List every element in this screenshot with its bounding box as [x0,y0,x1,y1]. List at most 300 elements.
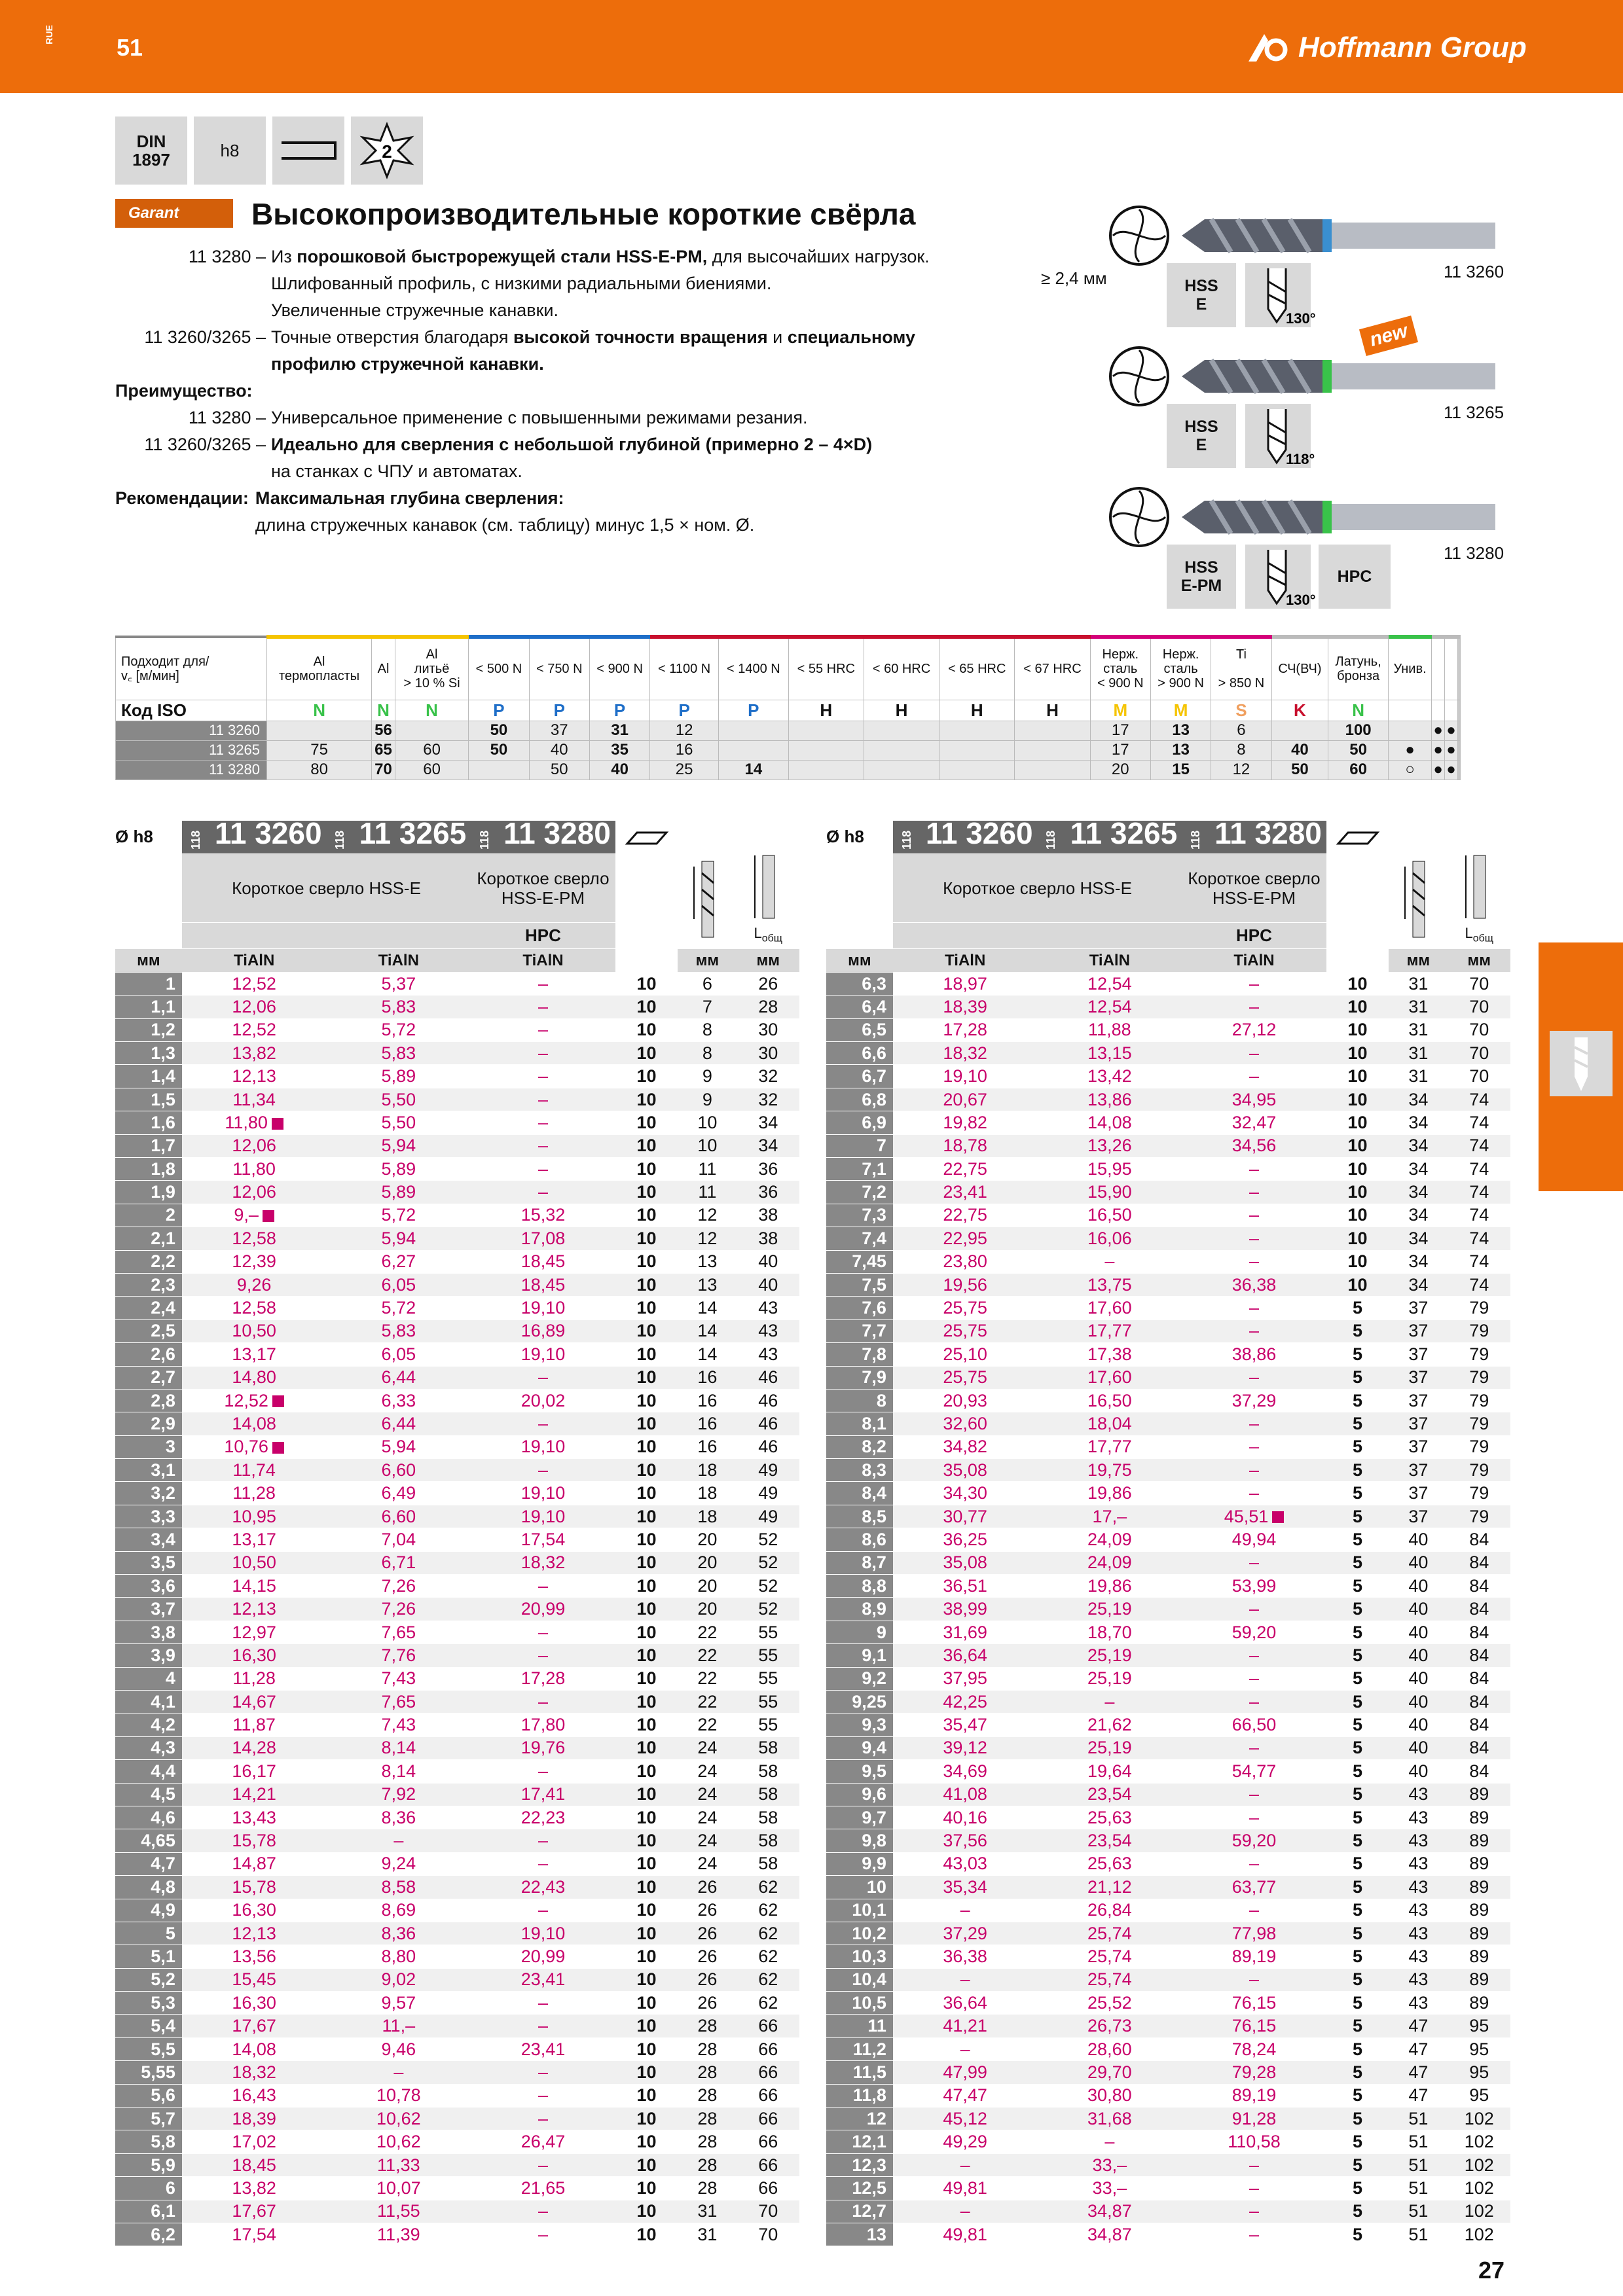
length-cell: 30 [737,1018,799,1041]
price-cell: 17,54 [471,1528,615,1551]
diameter-cell: 8,2 [826,1435,893,1458]
length-cell: 31 [1389,996,1448,1018]
price-cell: 5,83 [327,996,471,1018]
price-cell: 6,05 [327,1343,471,1366]
pack-qty-cell: 10 [615,1018,678,1041]
pack-qty-cell: 5 [1326,1505,1389,1528]
price-cell: – [1182,1667,1326,1690]
blank-cell [893,922,1182,948]
length-cell: 55 [737,1621,799,1643]
length-cell: 34 [1389,1088,1448,1111]
price-cell: 8,36 [327,1806,471,1829]
table-row [115,1482,799,1505]
cutting-speed-cell: 15 [1150,760,1211,780]
price-cell: – [1182,1297,1326,1319]
table-row [115,1899,799,1922]
table-row [826,1111,1510,1134]
pack-qty-cell: 5 [1326,2177,1389,2200]
length-cell: 32 [737,1088,799,1111]
price-cell: 18,39 [182,2108,327,2130]
coating-label: TiAlN [893,948,1038,972]
price-cell: 18,70 [1038,1621,1182,1643]
pack-qty-cell: 10 [615,2061,678,2084]
length-cell: 34 [737,1134,799,1157]
length-cell: 70 [1448,1042,1510,1065]
length-cell: 43 [737,1343,799,1366]
length-cell: 20 [678,1528,737,1551]
table-row [826,1621,1510,1643]
cutting-speed-cell: 100 [1328,721,1389,740]
cutting-speed-cell: 50 [1328,740,1389,760]
price-cell: 9,46 [327,2037,471,2060]
length-cell: 37 [1389,1343,1448,1366]
table-row [826,1528,1510,1551]
price-cell: 13,15 [1038,1042,1182,1065]
length-cell: 28 [678,2153,737,2176]
length-cell: 84 [1448,1667,1510,1690]
price-cell: 5,89 [327,1158,471,1181]
diameter-cell: 2,4 [115,1297,182,1319]
product-description [115,243,979,539]
diameter-cell: 6,2 [115,2223,182,2246]
price-cell: – [471,1088,615,1111]
cutting-speed-cell [395,721,468,740]
pack-qty-cell: 10 [615,1852,678,1875]
pack-qty-cell: 5 [1326,1528,1389,1551]
price-cell: 17,80 [471,1713,615,1736]
pack-qty-cell: 5 [1326,2084,1389,2107]
length-cell: 8 [678,1042,737,1065]
length-cell: 55 [737,1713,799,1736]
price-cell: 12,52 [182,1018,327,1041]
table-row [826,1018,1510,1041]
length-cell: 26 [678,1968,737,1991]
pack-qty-cell: 10 [615,1088,678,1111]
new-badge: new [1359,315,1418,356]
length-cell: 34 [1389,1227,1448,1250]
length-cell: 43 [1389,1992,1448,2015]
length-cell: 26 [678,1992,737,2015]
table-row [826,1598,1510,1621]
length-cell: 30 [737,1042,799,1065]
pack-qty-cell: 10 [615,1736,678,1759]
pack-qty-cell: 5 [1326,1389,1389,1412]
diameter-cell: 1,4 [115,1065,182,1088]
length-cell: 95 [1448,2037,1510,2060]
price-cell: 19,10 [471,1435,615,1458]
cutting-speed-cell: 65 [372,740,395,760]
price-cell: 13,56 [182,1945,327,1968]
table-row [826,1389,1510,1412]
material-column-header: < 1100 N [650,637,719,700]
price-cell: – [1182,1783,1326,1806]
diameter-cell: 6,1 [115,2200,182,2223]
length-cell: 10 [678,1134,737,1157]
length-cell: 84 [1448,1736,1510,1759]
price-cell: 26,47 [471,2130,615,2153]
price-cell: 5,94 [327,1435,471,1458]
diameter-cell: 1 [115,972,182,995]
length-cell: 79 [1448,1343,1510,1366]
pack-qty-cell: 10 [615,972,678,995]
diameter-cell: 3,3 [115,1505,182,1528]
pack-qty-cell: 5 [1326,1319,1389,1342]
price-cell: 20,99 [471,1945,615,1968]
material-column-header: < 60 HRC [864,637,939,700]
pack-qty-cell: 5 [1326,1876,1389,1899]
length-cell: 34 [1389,1250,1448,1273]
diameter-cell: 2,8 [115,1389,182,1412]
garant-brand-badge [115,199,233,228]
length-cell: 47 [1389,2061,1448,2084]
material-column-header: < 1400 N [719,637,789,700]
price-cell: 35,08 [893,1459,1038,1482]
table-row [826,972,1510,995]
table-row [826,1158,1510,1181]
cutting-speed-cell: 6 [1211,721,1271,740]
diameter-cell: 5,55 [115,2061,182,2084]
length-cell: 49 [737,1505,799,1528]
length-cell: 13 [678,1250,737,1273]
length-cell: 24 [678,1806,737,1829]
material-row-code: 11 3260 [116,721,267,740]
price-cell: – [1182,1736,1326,1759]
pack-qty-cell: 10 [1326,1227,1389,1250]
price-cell: – [1182,2223,1326,2246]
iso-code: P [650,700,719,721]
unit-label: мм [115,948,182,972]
diameter-cell: 8,5 [826,1505,893,1528]
price-cell: – [893,2153,1038,2176]
pack-qty-cell: 10 [1326,1181,1389,1204]
price-cell: 16,17 [182,1760,327,1783]
cutting-speed-cell: 16 [650,740,719,760]
drill-image [1106,203,1506,268]
length-cell: 34 [737,1111,799,1134]
price-cell: 23,41 [471,2037,615,2060]
length-cell: 70 [1448,972,1510,995]
price-cell: 76,15 [1182,1992,1326,2015]
length-cell: 84 [1448,1621,1510,1643]
description-key: 11 3260/3265 – [144,435,266,454]
price-cell: 13,82 [182,1042,327,1065]
price-cell: 12,52 [182,1389,327,1412]
diameter-cell: 2 [115,1204,182,1227]
cutting-speed-cell [1459,721,1460,740]
price-cell: 11,28 [182,1482,327,1505]
table-row [826,1876,1510,1899]
price-cell: 17,77 [1038,1435,1182,1458]
table-row [115,1922,799,1945]
price-cell: – [471,2015,615,2037]
cutting-speed-cell: 60 [395,740,468,760]
price-cell: 34,82 [893,1435,1038,1458]
length-cell: 12 [678,1204,737,1227]
diameter-cell: 5,6 [115,2084,182,2107]
price-cell: 36,38 [1182,1273,1326,1296]
table-row [115,1250,799,1273]
diameter-cell: 1,6 [115,1111,182,1134]
cutting-speed-cell: ● [1432,740,1445,760]
pack-qty-cell: 10 [615,2153,678,2176]
diameter-cell: 6,3 [826,972,893,995]
unit-label: мм [678,948,737,972]
diameter-note: ≥ 2,4 мм [1041,268,1107,288]
price-cell: 40,16 [893,1806,1038,1829]
material-row-code: 11 3280 [116,760,267,780]
length-cell: 43 [737,1297,799,1319]
price-cell: – [1182,1158,1326,1181]
pack-qty-cell: 5 [1326,1621,1389,1643]
price-cell: 14,08 [182,2037,327,2060]
pack-qty-cell: 10 [615,1575,678,1598]
price-cell: – [471,1621,615,1643]
coating-label: TiAlN [1038,948,1182,972]
pack-qty-cell: 5 [1326,1598,1389,1621]
price-cell: 45,12 [893,2108,1038,2130]
pack-qty-cell: 5 [1326,2015,1389,2037]
length-cell: 46 [737,1389,799,1412]
price-cell: 22,75 [893,1204,1038,1227]
diameter-cell: 9,2 [826,1667,893,1690]
length-cell: 102 [1448,2177,1510,2200]
material-column-header [1432,637,1445,700]
price-cell: 6,60 [327,1459,471,1482]
cutting-speed-cell [864,740,939,760]
price-cell: 12,39 [182,1250,327,1273]
table-row [826,1273,1510,1296]
table-row [826,1505,1510,1528]
price-cell: 34,30 [893,1482,1038,1505]
price-cell: 19,10 [471,1482,615,1505]
diameter-cell: 5,2 [115,1968,182,1991]
price-cell: 9,24 [327,1852,471,1875]
price-cell: 25,75 [893,1319,1038,1342]
cutting-speed-cell [939,721,1015,740]
length-cell: 40 [1389,1691,1448,1713]
price-cell: 24,09 [1038,1528,1182,1551]
pack-qty-cell: 10 [615,1319,678,1342]
diameter-cell: 1,5 [115,1088,182,1111]
length-cell: 46 [737,1412,799,1435]
material-column-header: < 750 N [529,637,589,700]
pack-qty-cell: 10 [615,2223,678,2246]
iso-code: P [469,700,529,721]
price-cell: 17,54 [182,2223,327,2246]
length-cell: 37 [1389,1482,1448,1505]
length-cell: 70 [1448,996,1510,1018]
iso-code: M [1150,700,1211,721]
cutting-speed-cell [1459,740,1460,760]
table-row [115,1227,799,1250]
length-cell: 89 [1448,1806,1510,1829]
length-cell: 74 [1448,1250,1510,1273]
price-cell: – [471,1899,615,1922]
price-cell: 19,10 [471,1343,615,1366]
din-label: DIN 1897 [132,132,170,170]
length-cell: 36 [737,1181,799,1204]
pack-qty-cell: 10 [615,2015,678,2037]
diameter-cell: 12 [826,2108,893,2130]
table-row [826,1343,1510,1366]
price-cell: 25,63 [1038,1806,1182,1829]
length-cell: 32 [737,1065,799,1088]
length-cell: 55 [737,1644,799,1667]
cutting-speed-cell [864,760,939,780]
table-row [826,1551,1510,1574]
pack-qty-cell: 10 [615,1042,678,1065]
length-cell: 40 [1389,1713,1448,1736]
length-cell: 55 [737,1667,799,1690]
pack-qty-cell: 5 [1326,1806,1389,1829]
price-cell: 34,69 [893,1760,1038,1783]
length-cell: 18 [678,1482,737,1505]
table-row [115,1992,799,2015]
diameter-cell: 3 [115,1435,182,1458]
price-cell: 34,87 [1038,2223,1182,2246]
price-cell: – [471,1158,615,1181]
iso-code: H [939,700,1015,721]
price-cell: 39,12 [893,1736,1038,1759]
pack-qty-cell: 5 [1326,1551,1389,1574]
length-cell: 79 [1448,1319,1510,1342]
pack-qty-cell: 10 [1326,1250,1389,1273]
price-cell: – [471,1134,615,1157]
diameter-cell: 2,3 [115,1273,182,1296]
shank-icon [279,137,338,164]
length-cell: 84 [1448,1713,1510,1736]
price-cell: – [471,1992,615,2015]
iso-code: P [589,700,649,721]
price-cell: 37,29 [1182,1389,1326,1412]
pack-qty-cell: 10 [1326,1134,1389,1157]
price-cell: – [471,996,615,1018]
price-cell: 21,62 [1038,1713,1182,1736]
diameter-cell: 9,5 [826,1760,893,1783]
cutting-speed-cell [719,721,789,740]
table-row [115,1598,799,1621]
material-column-header: < 500 N [469,637,529,700]
price-cell: 5,89 [327,1065,471,1088]
length-cell: 66 [737,2084,799,2107]
cutting-speed-cell: 37 [529,721,589,740]
price-cell: 19,75 [1038,1459,1182,1482]
price-cell: – [1182,1551,1326,1574]
price-cell: 11,87 [182,1713,327,1736]
diameter-cell: 8,8 [826,1575,893,1598]
drill-section-icon [1550,1031,1613,1096]
price-cell: 20,67 [893,1088,1038,1111]
length-cell: 43 [737,1319,799,1342]
diameter-cell: 13 [826,2223,893,2246]
length-cell: 22 [678,1644,737,1667]
pack-qty-cell: 10 [1326,996,1389,1018]
price-cell: 19,56 [893,1273,1038,1296]
length-cell: 31 [678,2200,737,2223]
diameter-header: Ø h8 [115,821,182,853]
pack-qty-cell: 10 [615,1389,678,1412]
price-cell: 17,67 [182,2015,327,2037]
length-cell: 28 [678,2037,737,2060]
price-cell: 14,67 [182,1691,327,1713]
cutting-speed-cell [1271,721,1328,740]
pack-qty-cell: 5 [1326,1713,1389,1736]
cutting-speed-cell: ● [1445,760,1458,780]
price-cell: 13,43 [182,1806,327,1829]
length-cell: 34 [1389,1204,1448,1227]
diameter-cell: 4 [115,1667,182,1690]
description-key: 11 3280 – [188,408,266,427]
diameter-cell: 2,5 [115,1319,182,1342]
length-cell: 74 [1448,1111,1510,1134]
length-cell: 62 [737,1899,799,1922]
price-cell: 10,62 [327,2108,471,2130]
length-cell: 62 [737,1945,799,1968]
blank-cell [826,922,893,948]
price-cell: 16,30 [182,1644,327,1667]
pack-qty-cell: 5 [1326,2130,1389,2153]
length-cell: 40 [737,1250,799,1273]
price-cell: 9,02 [327,1968,471,1991]
price-cell: 13,26 [1038,1134,1182,1157]
iso-code [1459,700,1460,721]
diameter-cell: 7,4 [826,1227,893,1250]
length-cell: 6 [678,972,737,995]
pack-qty-cell: 5 [1326,1922,1389,1945]
length-cell: 47 [1389,2015,1448,2037]
length-cell: 37 [1389,1412,1448,1435]
cutting-speed-cell: 31 [589,721,649,740]
pack-qty-cell: 10 [615,2037,678,2060]
diameter-cell: 11,8 [826,2084,893,2107]
price-cell: 19,10 [471,1922,615,1945]
table-row [826,1667,1510,1690]
length-cell: 37 [1389,1459,1448,1482]
price-cell: – [471,1366,615,1389]
length-cell: 8 [678,1018,737,1041]
pack-qty-cell: 5 [1326,1343,1389,1366]
length-cell: 20 [678,1598,737,1621]
length-cell: 102 [1448,2200,1510,2223]
pack-qty-cell: 10 [615,2177,678,2200]
price-cell: 18,78 [893,1134,1038,1157]
price-cell: 36,38 [893,1945,1038,1968]
table-row [115,1459,799,1482]
length-cell: 43 [1389,1829,1448,1852]
svg-text:118°: 118° [1286,451,1315,467]
length-cell: 51 [1389,2223,1448,2246]
price-cell: 17,– [1038,1505,1182,1528]
diameter-cell: 11,5 [826,2061,893,2084]
diameter-cell: 5,5 [115,2037,182,2060]
length-cell: 84 [1448,1575,1510,1598]
table-row [826,1992,1510,2015]
price-cell: 78,24 [1182,2037,1326,2060]
cutting-speed-cell [1389,721,1432,740]
table-row [826,1065,1510,1088]
diameter-cell: 6,6 [826,1042,893,1065]
price-cell: 29,70 [1038,2061,1182,2084]
length-cell: 58 [737,1806,799,1829]
pack-qty-cell: 10 [615,1829,678,1852]
price-cell: 27,12 [1182,1018,1326,1041]
price-cell: 26,84 [1038,1899,1182,1922]
price-cell: 33,– [1038,2177,1182,2200]
material-header-label: Подходит для/ v꜀ [м/мин] [116,637,267,700]
length-cell: 79 [1448,1297,1510,1319]
pack-qty-cell: 5 [1326,2153,1389,2176]
packaging-icon [615,821,678,853]
